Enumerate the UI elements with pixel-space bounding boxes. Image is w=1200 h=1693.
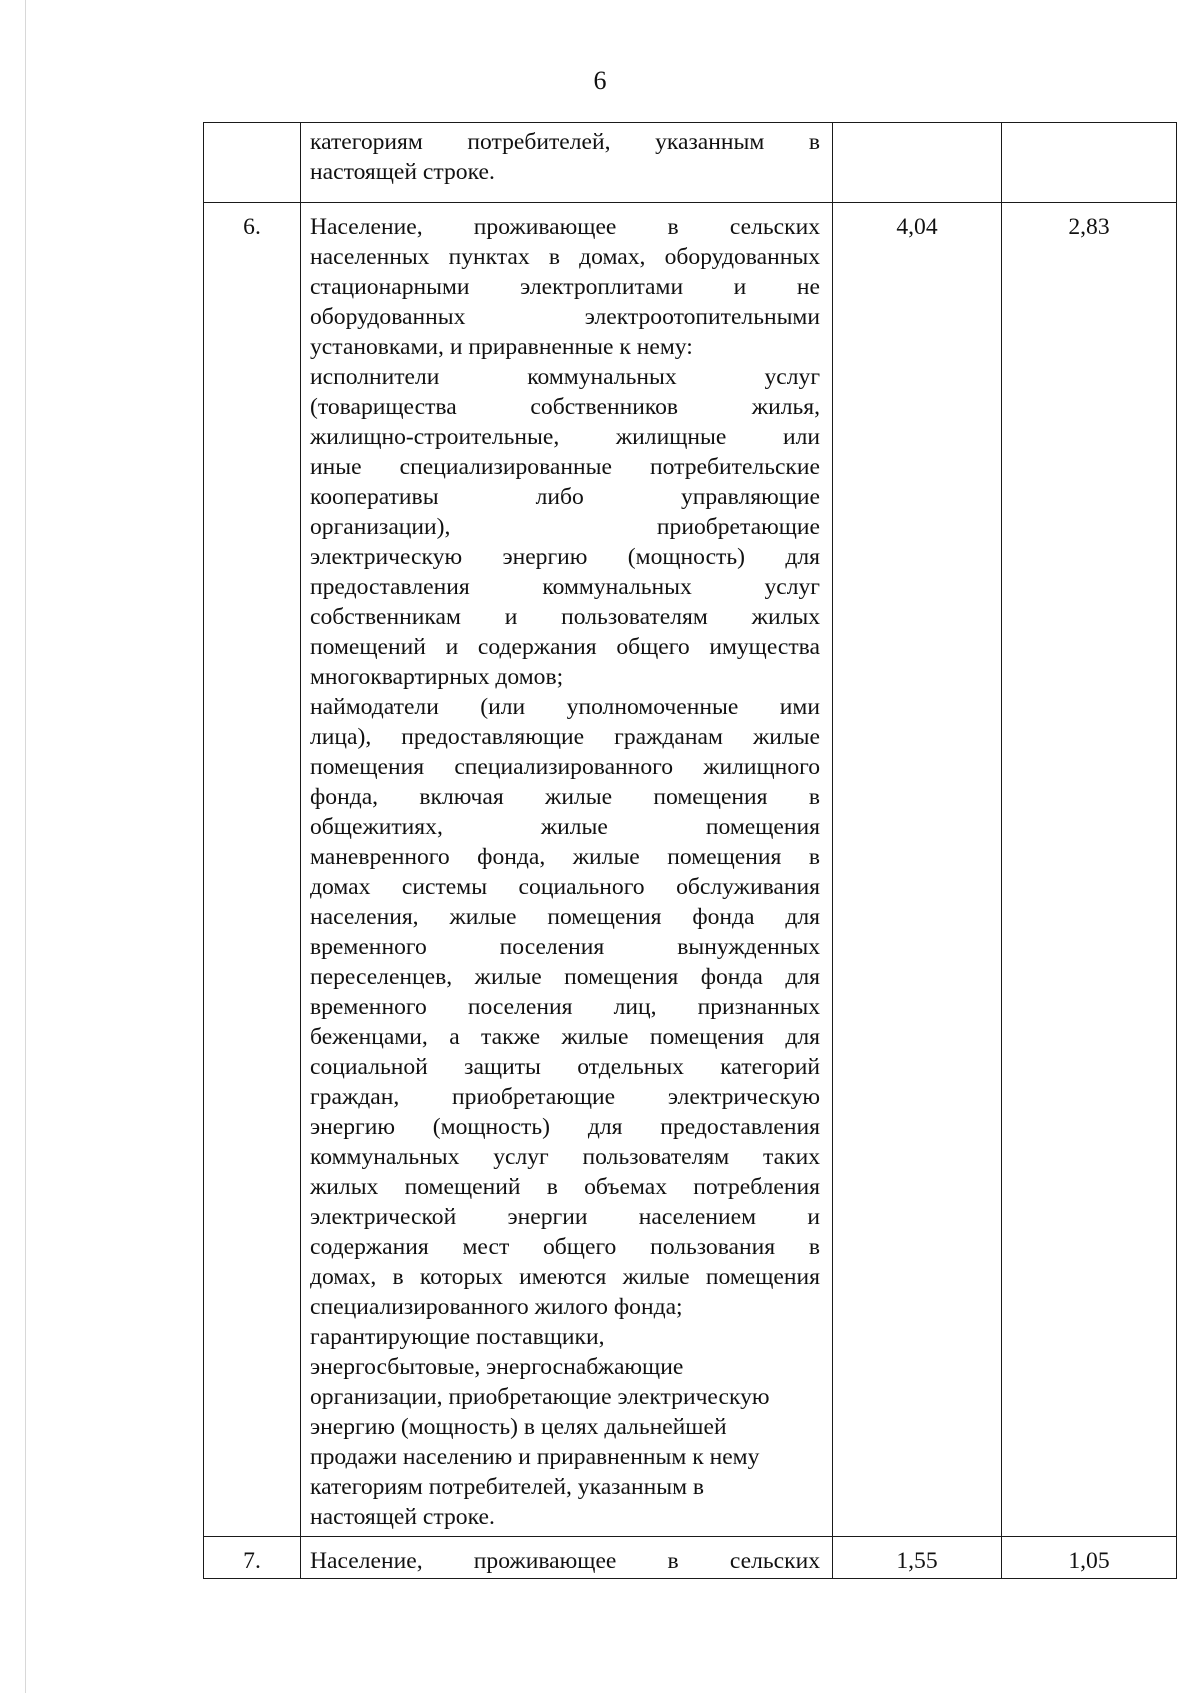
- description-line: иные специализированные потребительские: [310, 454, 820, 480]
- consumer-category-cell: [301, 1537, 833, 1579]
- description-line: населенных пунктах в домах, оборудованных: [310, 244, 820, 270]
- tariff-value-1-cell: 4,04: [833, 203, 1002, 1537]
- consumer-category-cell: [301, 123, 833, 203]
- table-row: [204, 123, 1177, 203]
- description-line: стационарными электроплитами и не: [310, 274, 820, 300]
- description-line: исполнители коммунальных услуг: [310, 364, 820, 390]
- description-line: собственникам и пользователям жилых: [310, 604, 820, 630]
- tariff-table: [203, 122, 1177, 1579]
- page-number: 6: [593, 66, 607, 95]
- description-line: установками, и приравненные к нему:: [310, 334, 693, 360]
- description-line: кооперативы либо управляющие: [310, 484, 820, 510]
- description-line: Население, проживающее в сельских: [310, 214, 820, 240]
- description-line: маневренного фонда, жилые помещения в: [310, 844, 820, 870]
- table-row: [204, 203, 1177, 1537]
- description-line: (товарищества собственников жилья,: [310, 394, 820, 420]
- description-line: продажи населению и приравненным к нему: [310, 1444, 760, 1470]
- table-row: [204, 1537, 1177, 1579]
- tariff-value-1-cell: 1,55: [833, 1537, 1002, 1579]
- description-line: лица), предоставляющие гражданам жилые: [310, 724, 820, 750]
- description-line: наймодатели (или уполномоченные ими: [310, 694, 820, 720]
- description-line: жилых помещений в объемах потребления: [310, 1174, 820, 1200]
- description-line: гарантирующие поставщики,: [310, 1324, 605, 1350]
- description-line: переселенцев, жилые помещения фонда для: [310, 964, 820, 990]
- description-line: специализированного жилого фонда;: [310, 1294, 683, 1320]
- description-line: категориям потребителей, указанным в: [310, 1474, 705, 1500]
- description-line: социальной защиты отдельных категорий: [310, 1054, 820, 1080]
- description-line: временного поселения вынужденных: [310, 934, 820, 960]
- description-line: энергию (мощность) для предоставления: [310, 1114, 820, 1140]
- description-line: настоящей строке.: [310, 159, 495, 185]
- description-line: помещений и содержания общего имущества: [310, 634, 820, 660]
- scan-margin-line: [25, 0, 26, 1693]
- tariff-value-2-cell: 1,05: [1002, 1537, 1177, 1579]
- description-line: предоставления коммунальных услуг: [310, 574, 820, 600]
- description-line: категориям потребителей, указанным в: [310, 129, 820, 155]
- description-line: содержания мест общего пользования в: [310, 1234, 820, 1260]
- description-line: граждан, приобретающие электрическую: [310, 1084, 820, 1110]
- description-line: энергию (мощность) в целях дальнейшей: [310, 1414, 727, 1440]
- description-line: общежитиях, жилые помещения: [310, 814, 820, 840]
- description-line: Население, проживающее в сельских: [310, 1548, 820, 1574]
- description-line: оборудованных электроотопительными: [310, 304, 820, 330]
- tariff-value-2-cell: [1002, 123, 1177, 203]
- description-line: организации), приобретающие: [310, 514, 820, 540]
- description-line: домах, в которых имеются жилые помещения: [310, 1264, 820, 1290]
- description-line: настоящей строке.: [310, 1504, 495, 1530]
- description-line: энергосбытовые, энергоснабжающие: [310, 1354, 684, 1380]
- description-line: электрической энергии населением и: [310, 1204, 820, 1230]
- description-line: помещения специализированного жилищного: [310, 754, 820, 780]
- description-line: населения, жилые помещения фонда для: [310, 904, 820, 930]
- description-line: коммунальных услуг пользователям таких: [310, 1144, 820, 1170]
- consumer-category-cell: [301, 203, 833, 1537]
- description-line: фонда, включая жилые помещения в: [310, 784, 820, 810]
- description-line: жилищно-строительные, жилищные или: [310, 424, 820, 450]
- description-line: беженцами, а также жилые помещения для: [310, 1024, 820, 1050]
- description-line: многоквартирных домов;: [310, 664, 564, 690]
- description-line: электрическую энергию (мощность) для: [310, 544, 820, 570]
- row-number-cell: [204, 123, 301, 203]
- row-number-cell: 6.: [204, 203, 301, 1537]
- tariff-value-2-cell: 2,83: [1002, 203, 1177, 1537]
- description-line: временного поселения лиц, признанных: [310, 994, 820, 1020]
- description-line: домах системы социального обслуживания: [310, 874, 820, 900]
- row-number-cell: 7.: [204, 1537, 301, 1579]
- tariff-value-1-cell: [833, 123, 1002, 203]
- description-line: организации, приобретающие электрическую: [310, 1384, 770, 1410]
